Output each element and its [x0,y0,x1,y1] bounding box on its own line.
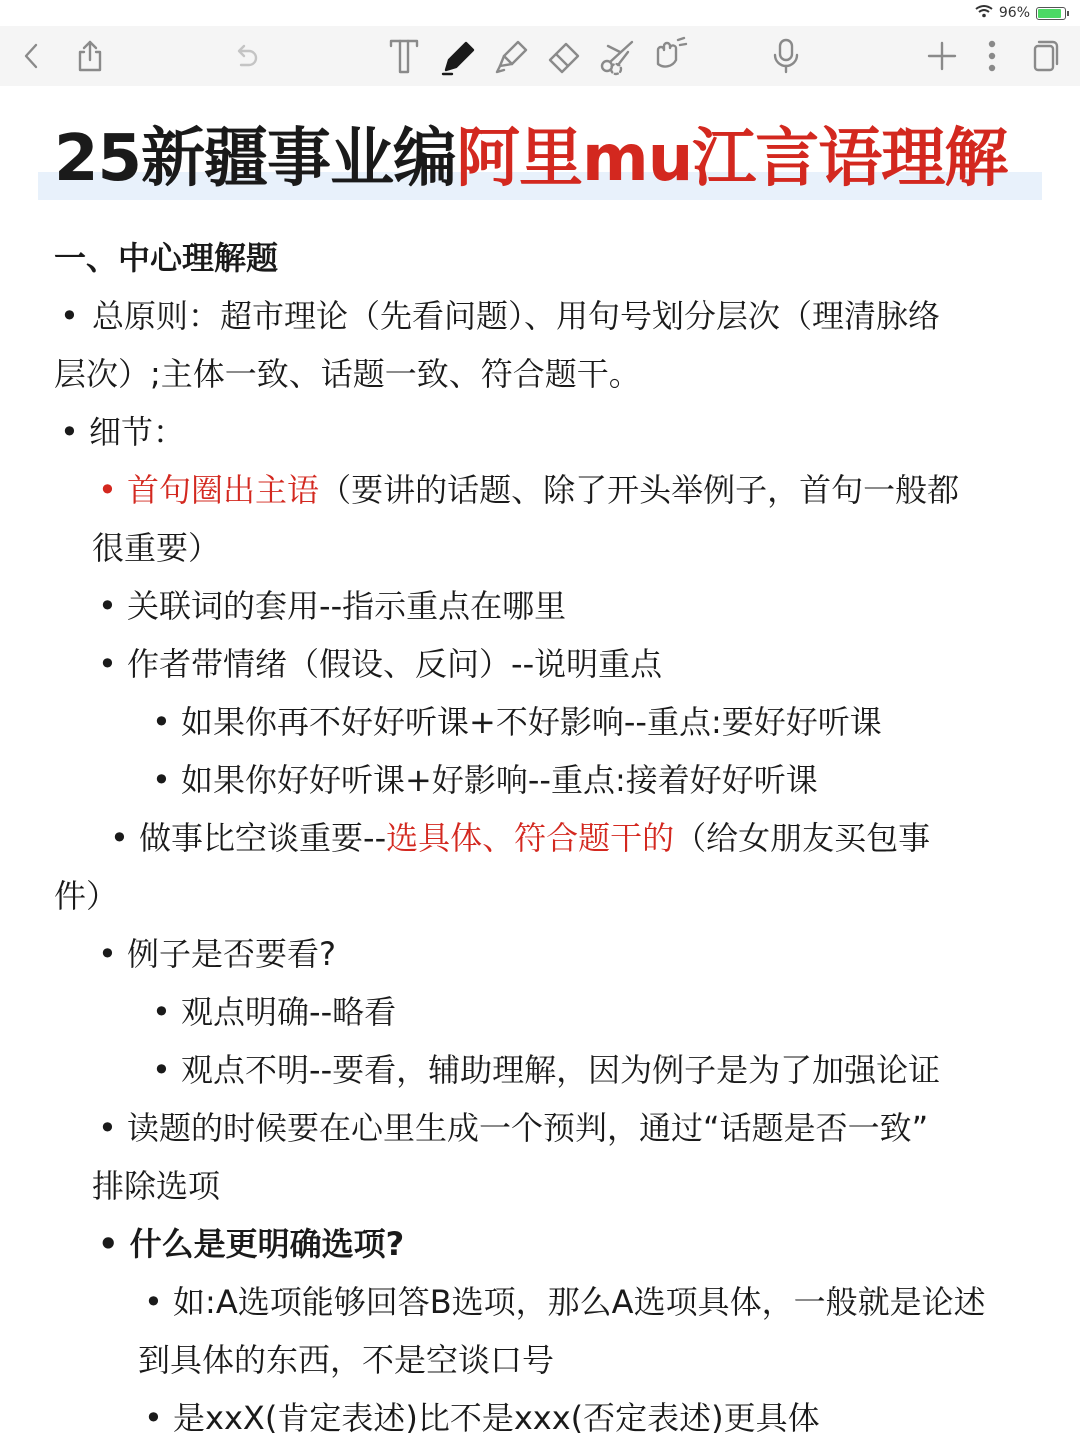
scissors-icon[interactable] [596,34,640,78]
battery-percent: 96% [998,5,1030,21]
prejudge-line-cont: 排除选项 [92,1167,221,1205]
conjunction-line: • 关联词的套用--指示重点在哪里 [98,587,567,625]
title-part1: 25新疆事业编 [54,122,457,196]
option-example-cont: 到具体的东西，不是空谈口号 [138,1341,555,1379]
status-bar [0,0,1080,26]
pen-icon[interactable] [436,34,480,78]
action-text-2: （给女朋友买包事 [674,819,931,857]
section-heading: 一、中心理解题 [54,239,279,277]
clear-view-line: • 观点明确--略看 [152,993,397,1031]
note-page[interactable] [0,86,1080,1440]
positive-statement-line: • 是xxX(肯定表述)比不是xxx(否定表述)更具体 [144,1399,820,1437]
first-sentence-note: （要讲的话题、除了开头举例子，首句一般都 [319,471,960,509]
title-block [38,116,1042,202]
principle-text-cont: 层次）;主体一致、话题一致、符合题干。 [54,355,641,393]
share-icon[interactable] [68,34,112,78]
hand-icon[interactable] [646,34,690,78]
example-line-1: • 如果你再不好好听课+不好影响--重点:要好好听课 [152,703,882,741]
examples-question: • 例子是否要看? [98,935,337,973]
action-line [110,816,930,860]
eraser-icon[interactable] [542,34,586,78]
first-sentence-cont: 很重要） [92,529,221,567]
first-sentence-line [98,468,959,512]
principle-line [60,294,940,338]
principle-bullet: • [60,297,79,335]
battery-level-fill [1038,9,1061,18]
details-heading: • 细节： [60,413,186,451]
back-icon[interactable] [10,34,54,78]
action-line-cont: 件） [54,877,119,915]
action-text-red: 选具体、符合题干的 [386,819,675,857]
first-sentence-red: • 首句圈出主语 [98,471,320,509]
emotion-line: • 作者带情绪（假设、反问）--说明重点 [98,645,663,683]
clearer-option-question: • 什么是更明确选项? [98,1225,405,1263]
unclear-view-line: • 观点不明--要看，辅助理解，因为例子是为了加强论证 [152,1051,941,1089]
highlighter-icon[interactable] [490,34,534,78]
text-icon[interactable] [382,34,426,78]
add-icon[interactable] [920,34,964,78]
note-toolbar [0,26,1080,86]
wifi-icon [975,4,993,22]
more-icon[interactable] [970,34,1014,78]
prejudge-line: • 读题的时候要在心里生成一个预判，通过“话题是否一致” [98,1109,929,1147]
undo-icon[interactable] [224,34,268,78]
title-part2: 阿里mu江言语理解 [456,122,1008,196]
action-text-1: • 做事比空谈重要-- [110,819,387,857]
option-example-line: • 如:A选项能够回答B选项，那么A选项具体，一般就是论述 [144,1283,986,1321]
battery-icon [1036,7,1066,20]
mic-icon[interactable] [764,34,808,78]
pages-icon[interactable] [1022,34,1066,78]
page-title [54,116,1007,202]
example-line-2: • 如果你好好听课+好影响--重点:接着好好听课 [152,761,818,799]
principle-text: 总原则：超市理论（先看问题）、用句号划分层次（理清脉络 [92,297,941,335]
first-sentence-red-text: 首句圈出主语 [127,471,320,509]
